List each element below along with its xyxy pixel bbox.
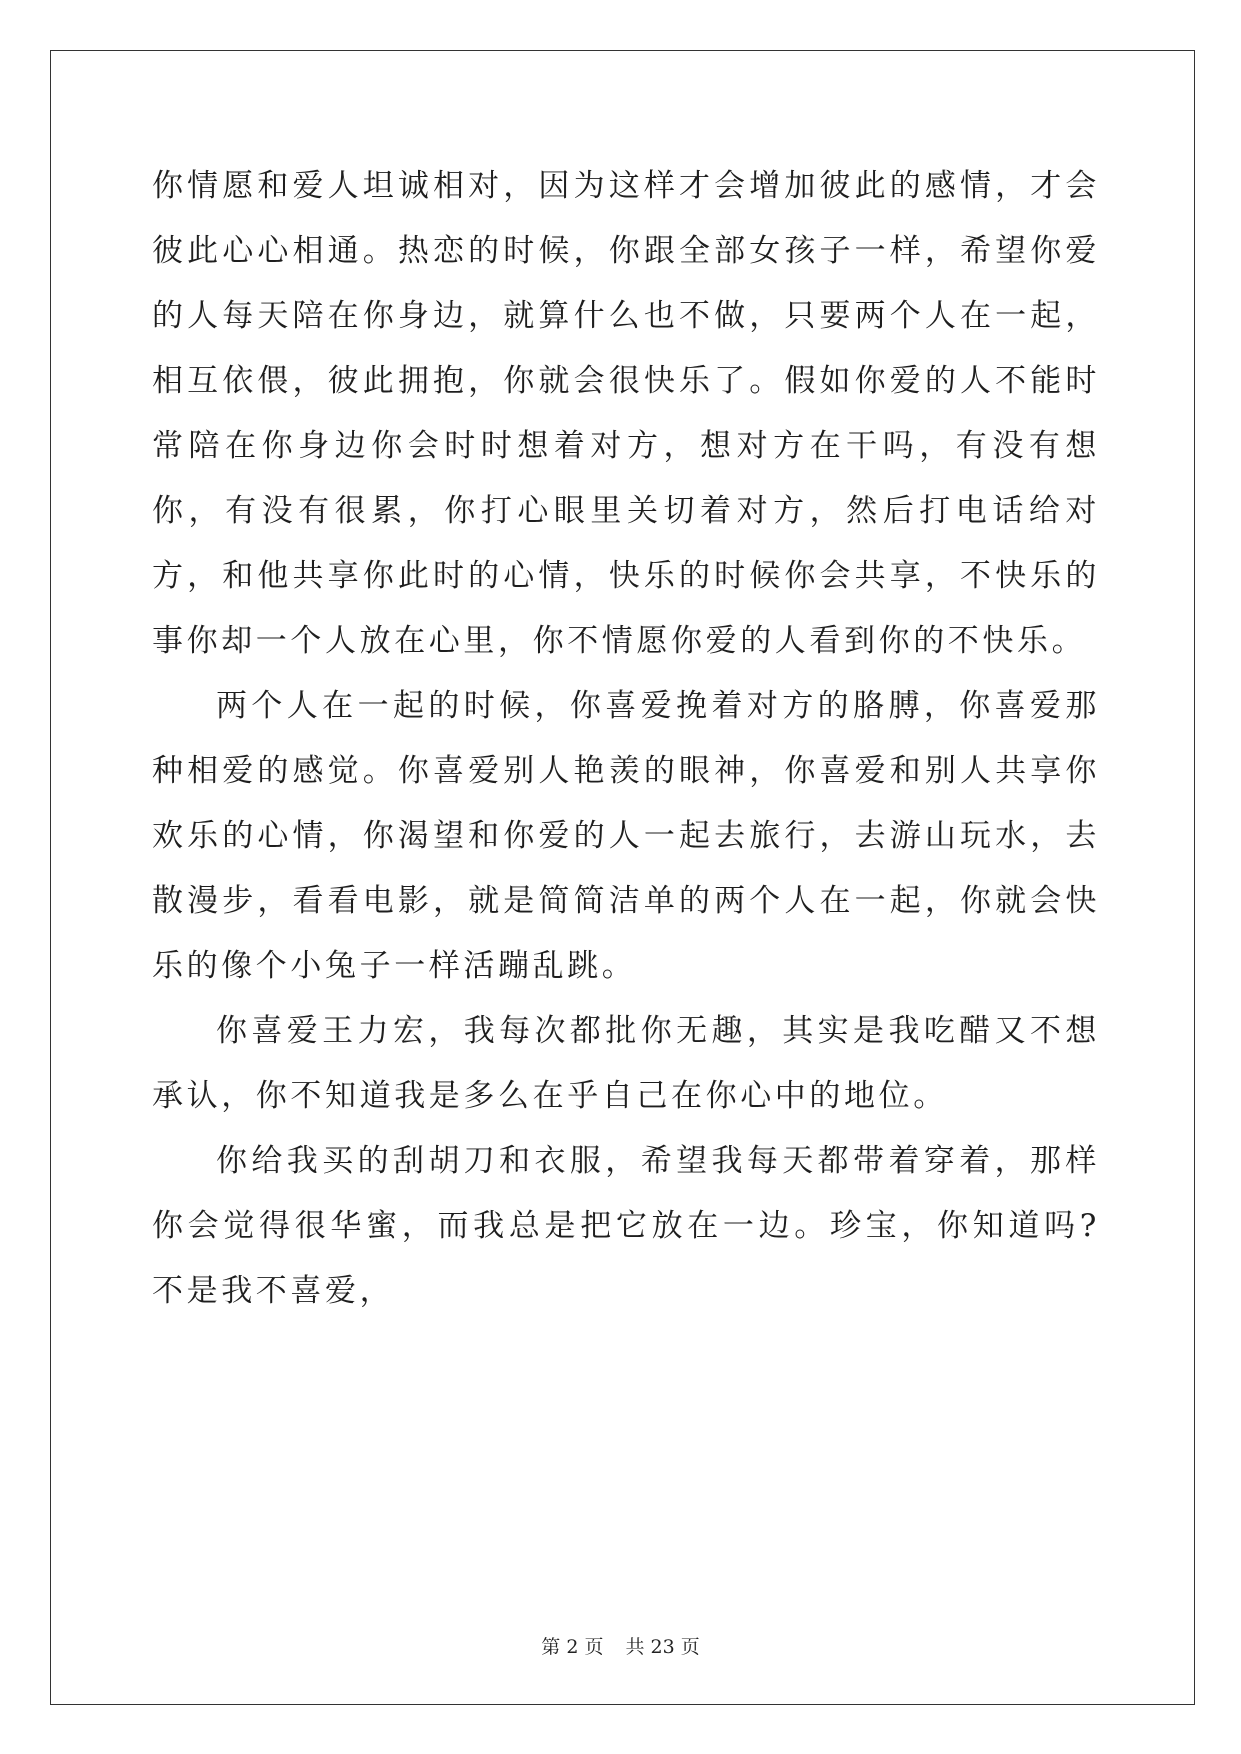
page-number: 第 2 页: [541, 1636, 604, 1658]
document-body: [152, 154, 1100, 1324]
paragraph-4: 你给我买的刮胡刀和衣服，希望我每天都带着穿着，那样你会觉得很华蜜，而我总是把它放在一边。珍宝，你知道吗?不是我不喜爱，: [152, 1143, 1100, 1309]
page-footer: [0, 1632, 1241, 1659]
paragraph-2: 两个人在一起的时候，你喜爱挽着对方的胳膊，你喜爱那种相爱的感觉。你喜爱别人艳羡的眼神，你喜爱和别人共享你欢乐的心情，你渴望和你爱的人一起去旅行，去游山玩水，去散漫步，看看电影，就是简简洁单的两个人在一起，你就会快乐的像个小兔子一样活蹦乱跳。: [152, 688, 1100, 984]
page-total: 共 23 页: [625, 1636, 700, 1658]
paragraph-1: 你情愿和爱人坦诚相对，因为这样才会增加彼此的感情，才会彼此心心相通。热恋的时候，你跟全部女孩子一样，希望你爱的人每天陪在你身边，就算什么也不做，只要两个人在一起，相互依偎，彼此拥抱，你就会很快乐了。假如你爱的人不能时常陪在你身边你会时时想着对方，想对方在干吗，有没有想你，有没有很累，你打心眼里关切着对方，然后打电话给对方，和他共享你此时的心情，快乐的时候你会共享，不快乐的事你却一个人放在心里，你不情愿你爱的人看到你的不快乐。: [152, 168, 1100, 659]
paragraph-3: 你喜爱王力宏，我每次都批你无趣，其实是我吃醋又不想承认，你不知道我是多么在乎自己在你心中的地位。: [152, 1013, 1100, 1114]
